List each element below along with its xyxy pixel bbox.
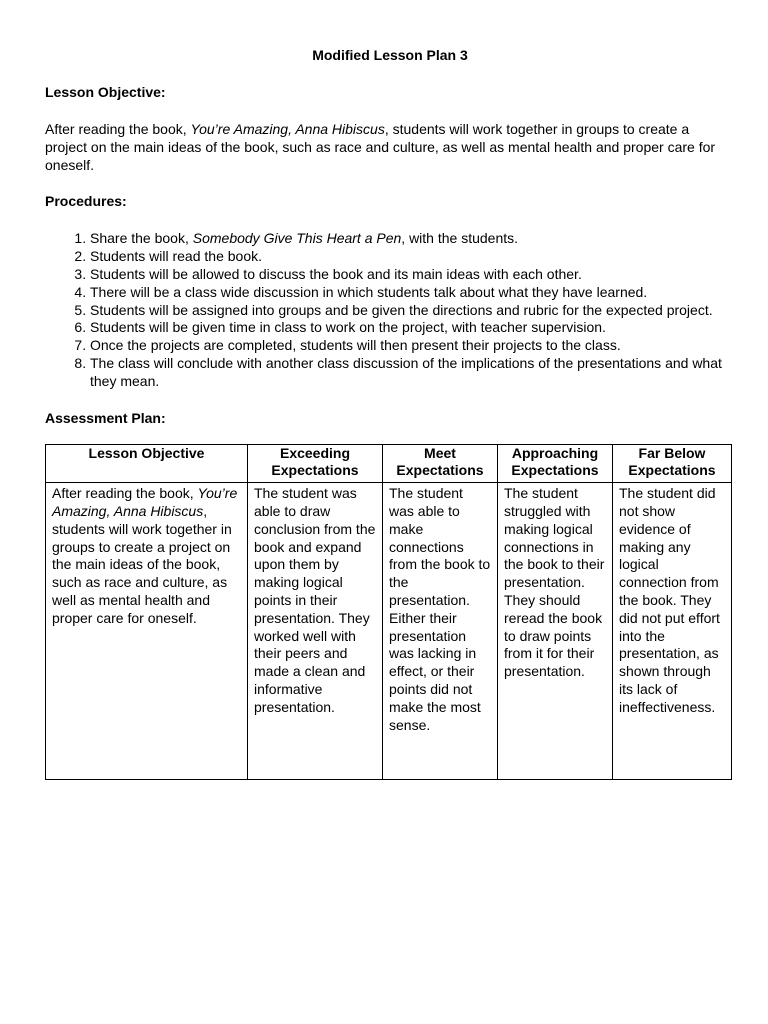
column-header-meet: Meet Expectations [383,444,498,483]
procedure-item: 5. Students will be assigned into groups and be given the directions and rubric for the expected project. [90,302,730,320]
column-header-approaching: Approaching Expectations [498,444,613,483]
document-title: Modified Lesson Plan 3 [312,47,468,63]
cell-exceeding: The student was able to draw conclusion from the book and expand upon them by making logical points in their presentation. They worked well with their peers and made a clean and informative presentation. [248,483,383,780]
table-row [46,483,732,780]
document-page [45,47,735,780]
procedure-1-after: , with the students. [401,230,519,247]
assessment-rubric-table [45,444,732,781]
cell-objective-after: , students will work together in groups to create a project on the main ideas of the book, such as race and culture, as well as mental health and proper care for oneself. [52,502,232,626]
column-header-lesson-objective: Lesson Objective [46,444,248,483]
procedure-item: 3. Students will be allowed to discuss the book and its main ideas with each other. [90,266,730,284]
cell-meet: The student was able to make connections from the book to the presentation. Either their presentation was lacking in effect, or their points did not make the most sense. [383,483,498,780]
cell-approaching: The student struggled with making logical connections in the book to their presentation. They should reread the book to draw points from it for their presentation. [498,483,613,780]
cell-far-below: The student did not show evidence of making any logical connection from the book. They did not put effort into the presentation, as shown through its lack of ineffectiveness. [613,483,732,780]
procedures-list [45,230,730,390]
procedure-item: 4. There will be a class wide discussion in which students talk about what they have learned. [90,284,730,302]
objective-text-after: , students will work together in groups to create a project on the main ideas of the book, such as race and culture, as well as mental health and proper care for oneself. [45,121,716,173]
objective-book-title: You’re Amazing, Anna Hibiscus [190,121,385,137]
cell-objective-before: After reading the book, [52,485,198,502]
column-header-exceeding: Exceeding Expectations [248,444,383,483]
lesson-objective-heading: Lesson Objective: [45,84,166,100]
procedure-item: 6. Students will be given time in class to work on the project, with teacher supervision. [90,319,730,337]
cell-lesson-objective [46,483,248,780]
procedure-1-before: Share the book, [90,230,193,247]
procedures-heading: Procedures: [45,193,127,210]
procedure-item: 2. Students will read the book. [90,248,730,266]
objective-text-before: After reading the book, [45,121,191,137]
procedure-item: 8. The class will conclude with another class discussion of the implications of the presentations and what they mean. [90,355,730,391]
assessment-plan-heading: Assessment Plan: [45,409,166,426]
lesson-objective-text [45,121,725,174]
procedure-item [90,230,730,248]
table-header-row [46,444,732,483]
procedure-item: 7. Once the projects are completed, students will then present their projects to the class. [90,337,730,355]
procedure-1-book-title: Somebody Give This Heart a Pen [192,230,402,247]
column-header-far-below: Far Below Expectations [613,444,732,483]
cell-objective-book-title: You’re Amazing, Anna Hibiscus [52,485,238,519]
